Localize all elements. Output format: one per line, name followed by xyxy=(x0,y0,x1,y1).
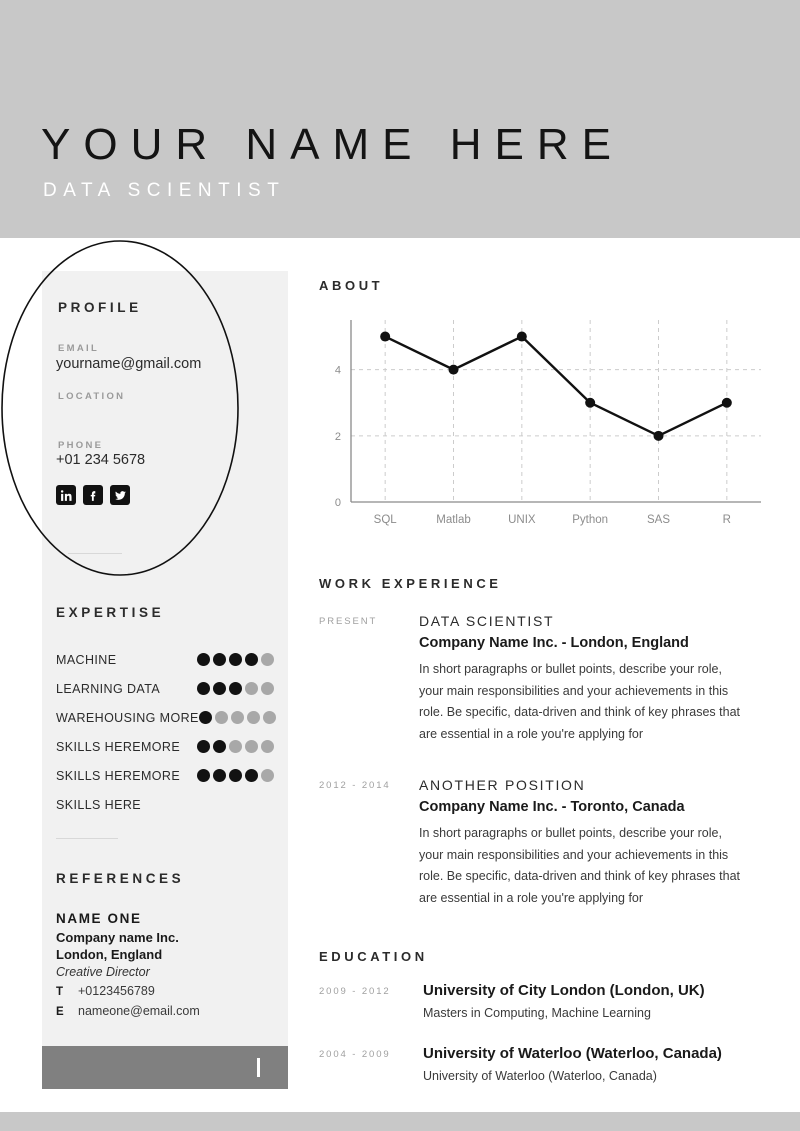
reference-phone-key: T xyxy=(56,986,64,998)
svg-text:4: 4 xyxy=(334,364,341,377)
svg-text:Python: Python xyxy=(572,514,609,526)
svg-text:SQL: SQL xyxy=(373,514,397,526)
rating-dot-empty xyxy=(215,711,228,724)
rating-dot-filled xyxy=(197,740,210,753)
facebook-icon[interactable] xyxy=(83,485,103,505)
expertise-rating xyxy=(197,740,274,753)
expertise-label: LEARNING DATA xyxy=(56,681,161,696)
reference-city: London, England xyxy=(56,947,163,962)
svg-text:Matlab: Matlab xyxy=(436,514,471,526)
twitter-icon[interactable] xyxy=(110,485,130,505)
email-label: EMAIL xyxy=(58,343,100,354)
education-entry-degree: University of Waterloo (Waterloo, Canada) xyxy=(423,1069,657,1083)
reference-email-row xyxy=(56,1002,276,1022)
work-entry-date: 2012 - 2014 xyxy=(319,780,391,791)
reference-company: Company name Inc. xyxy=(56,930,179,945)
work-entry-role: DATA SCIENTIST xyxy=(419,613,555,629)
education-entry-body xyxy=(423,1043,722,1087)
rating-dot-empty xyxy=(247,711,260,724)
work-entry xyxy=(319,775,749,909)
expertise-list xyxy=(56,645,274,819)
expertise-label: SKILLS HEREMORE xyxy=(56,739,181,754)
expertise-rating xyxy=(199,711,276,724)
expertise-row xyxy=(56,645,274,674)
rating-dot-filled xyxy=(213,740,226,753)
rating-dot-filled xyxy=(197,653,210,666)
rating-dot-empty xyxy=(261,740,274,753)
rating-dot-empty xyxy=(261,769,274,782)
education-entry-date: 2009 - 2012 xyxy=(319,986,391,997)
reference-phone-value: +0123456789 xyxy=(78,984,155,998)
rating-dot-empty xyxy=(229,740,242,753)
work-entry-body xyxy=(419,611,749,745)
page-title: YOUR NAME HERE xyxy=(41,120,624,169)
svg-text:UNIX: UNIX xyxy=(508,514,536,526)
work-entry-description: In short paragraphs or bullet points, describe your role, your main responsibilities and your achievements in this role. Be specific, data-driven and think of key phrases that are essential in a role you're applying for xyxy=(419,826,741,905)
rating-dot-empty xyxy=(261,653,274,666)
work-entry-company: Company Name Inc. - London, England xyxy=(419,635,689,651)
location-label: LOCATION xyxy=(58,391,126,402)
rating-dot-filled xyxy=(197,682,210,695)
work-entry-company: Company Name Inc. - Toronto, Canada xyxy=(419,799,685,815)
rating-dot-filled xyxy=(213,653,226,666)
rating-dot-filled xyxy=(213,769,226,782)
phone-value: +01 234 5678 xyxy=(56,452,146,468)
svg-text:SAS: SAS xyxy=(646,514,671,526)
rating-dot-empty xyxy=(245,740,258,753)
svg-text:2: 2 xyxy=(334,430,341,443)
divider-profile xyxy=(68,553,122,554)
work-entry xyxy=(319,611,749,745)
text-cursor-icon xyxy=(257,1058,260,1077)
expertise-label: MACHINE xyxy=(56,652,117,667)
rating-dot-empty xyxy=(245,682,258,695)
expertise-row xyxy=(56,761,274,790)
rating-dot-empty xyxy=(261,682,274,695)
work-entry-body xyxy=(419,775,749,909)
education-entry-body xyxy=(423,980,705,1024)
rating-dot-empty xyxy=(231,711,244,724)
svg-text:0: 0 xyxy=(334,497,341,509)
divider-expertise xyxy=(56,838,118,839)
skills-line-chart xyxy=(319,310,769,540)
reference-phone-row xyxy=(56,982,276,1002)
expertise-label: SKILLS HERE xyxy=(56,797,141,812)
linkedin-icon[interactable] xyxy=(56,485,76,505)
reference-role: Creative Director xyxy=(56,965,150,979)
reference-email-key: E xyxy=(56,1006,64,1018)
phone-label: PHONE xyxy=(58,440,104,451)
rating-dot-filled xyxy=(229,769,242,782)
rating-dot-filled xyxy=(245,769,258,782)
rating-dot-filled xyxy=(245,653,258,666)
expertise-heading: EXPERTISE xyxy=(56,605,165,620)
rating-dot-filled xyxy=(199,711,212,724)
education-entry-degree: Masters in Computing, Machine Learning xyxy=(423,1006,651,1020)
expertise-rating xyxy=(197,653,274,666)
expertise-row xyxy=(56,732,274,761)
rating-dot-filled xyxy=(229,653,242,666)
footer-band xyxy=(0,1112,800,1131)
work-entry-role: ANOTHER POSITION xyxy=(419,777,586,793)
email-value: yourname@gmail.com xyxy=(56,356,202,372)
reference-email-value: nameone@email.com xyxy=(78,1004,200,1018)
reference-card xyxy=(56,911,276,1022)
education-entry-school: University of City London (London, UK) xyxy=(423,982,705,999)
rating-dot-filled xyxy=(213,682,226,695)
expertise-row xyxy=(56,790,274,819)
about-heading: ABOUT xyxy=(319,278,384,293)
social-links xyxy=(56,485,130,505)
header-band xyxy=(0,0,800,238)
expertise-rating xyxy=(197,769,274,782)
work-experience-heading: WORK EXPERIENCE xyxy=(319,576,502,591)
svg-text:R: R xyxy=(722,514,731,526)
expertise-rating xyxy=(197,682,274,695)
expertise-row xyxy=(56,674,274,703)
profile-heading: PROFILE xyxy=(58,300,142,315)
education-heading: EDUCATION xyxy=(319,949,428,964)
education-entry xyxy=(319,980,705,1024)
education-entry-school: University of Waterloo (Waterloo, Canada) xyxy=(423,1045,722,1062)
work-entry-description: In short paragraphs or bullet points, describe your role, your main responsibilities and your achievements in this role. Be specific, data-driven and think of key phrases that are essential in a role you're applying for xyxy=(419,662,741,741)
rating-dot-empty xyxy=(263,711,276,724)
references-heading: REFERENCES xyxy=(56,871,185,886)
expertise-label: SKILLS HEREMORE xyxy=(56,768,181,783)
reference-name: NAME ONE xyxy=(56,911,142,926)
education-entry-date: 2004 - 2009 xyxy=(319,1049,391,1060)
expertise-label: WAREHOUSING MORE xyxy=(56,710,199,725)
rating-dot-filled xyxy=(229,682,242,695)
sidebar-footer-bar xyxy=(42,1046,288,1089)
rating-dot-filled xyxy=(197,769,210,782)
education-entry xyxy=(319,1043,722,1087)
work-entry-date: PRESENT xyxy=(319,616,378,627)
expertise-row xyxy=(56,703,274,732)
page-subtitle: DATA SCIENTIST xyxy=(43,180,286,201)
